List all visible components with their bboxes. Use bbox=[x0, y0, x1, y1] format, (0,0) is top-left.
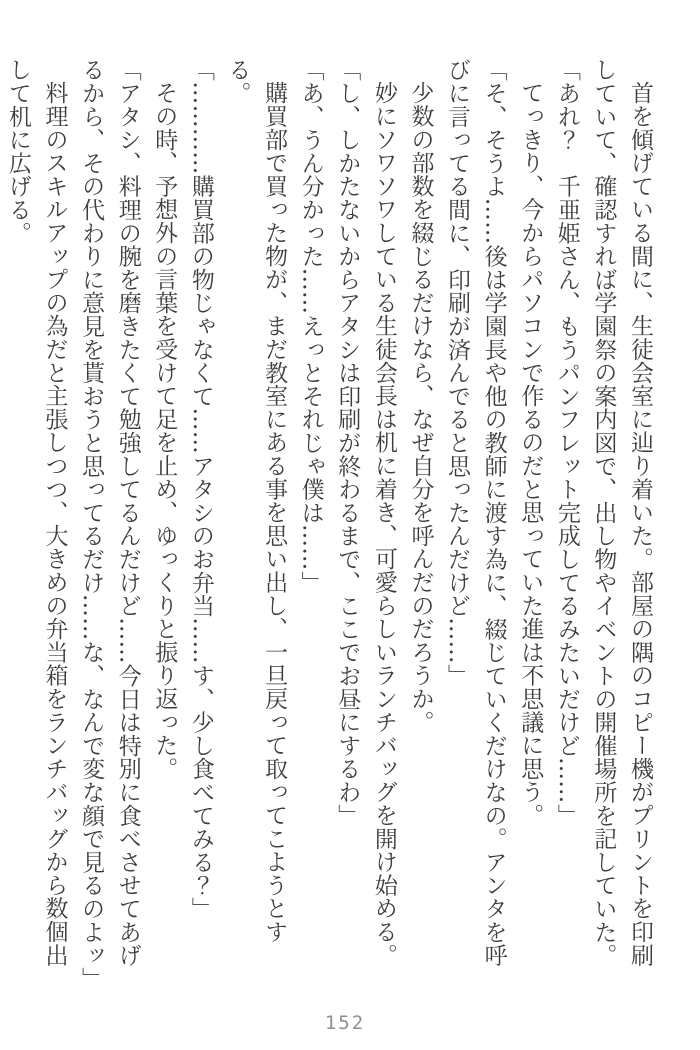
paragraph: 妙にソワソワしている生徒会長は机に着き、可愛らしいランチバッグを開け始める。 bbox=[370, 81, 397, 967]
paragraph: 「…………購買部の物じゃなくて……アタシのお弁当……す、少し食べてみる？」 bbox=[187, 58, 214, 921]
paragraph: 「そ、そうよ……後は学園長や他の教師に渡す為に、綴じていくだけなの。アンタを呼びに言ってる間に、印刷が済んでると思ったんだけど……」 bbox=[444, 58, 507, 967]
paragraph: てっきり、今からパソコンで作るのだと思っていた進は不思議に思う。 bbox=[517, 81, 544, 827]
paragraph: 首を傾げている間に、生徒会室に辿り着いた。部屋の隅のコピー機がプリントを印刷していて、確認すれば学園祭の案内図で、出し物やイベントの開催場所を記していた。 bbox=[590, 58, 653, 967]
paragraph: 「アタシ、料理の腕を磨きたくて勉強してるんだけど……今日は特別に食べさせてあげるから、その代わりに意見を貰おうと思ってるだけ……な、なんで変な顔で見るのよッ」 bbox=[78, 58, 141, 990]
page-number: 152 bbox=[324, 1012, 366, 1034]
paragraph: その時、予想外の言葉を受けて足を止め、ゆっくりと振り返った。 bbox=[151, 81, 178, 780]
paragraph: 「し、しかたないからアタシは印刷が終わるまで、ここでお昼にするわ」 bbox=[334, 58, 361, 827]
paragraph: 「あ、うん分かった……えっとそれじゃ僕は……」 bbox=[297, 58, 324, 594]
paragraph: 購買部で買った物が、まだ教室にある事を思い出し、一旦戻って取ってこようとする。 bbox=[224, 58, 288, 944]
paragraph: 料理のスキルアップの為だと主張しつつ、大きめの弁当箱をランチバッグから数個出して机に広げる。 bbox=[4, 58, 68, 967]
body-text bbox=[4, 58, 658, 990]
paragraph: 「あれ？ 千亜姫さん、もうパンフレット完成してるみたいだけど……」 bbox=[553, 58, 580, 827]
paragraph: 少数の部数を綴じるだけなら、なぜ自分を呼んだのだろうか。 bbox=[407, 81, 434, 734]
